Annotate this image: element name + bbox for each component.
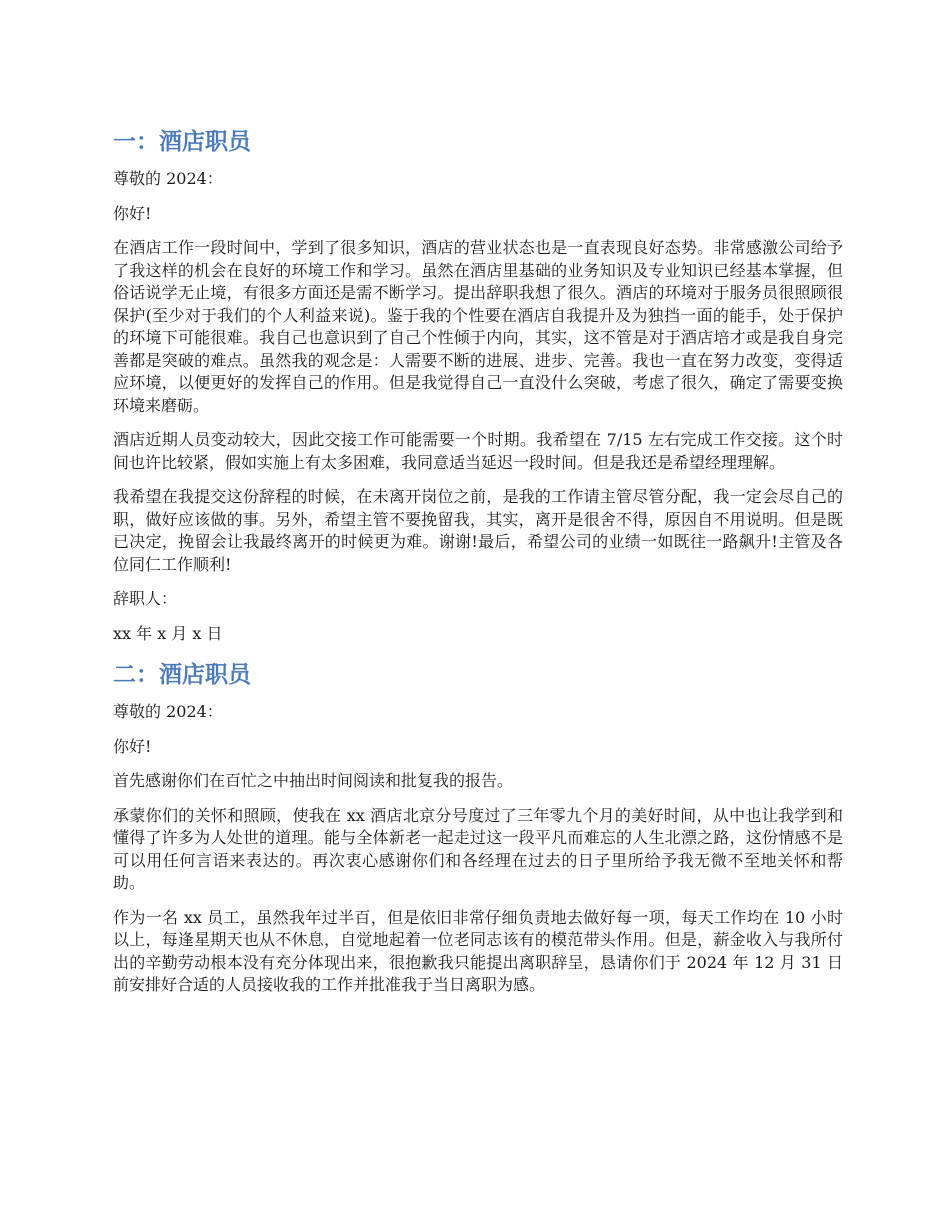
section-1-paragraph: 酒店近期人员变动较大，因此交接工作可能需要一个时期。我希望在 7/15 左右完成工作交接。这个时间也许比较紧，假如实施上有太多困难，我同意适当延迟一段时间。但是我还是希望经理理解。 bbox=[113, 430, 843, 472]
section-1-signer: 辞职人： bbox=[113, 589, 178, 608]
document-page bbox=[113, 124, 843, 1009]
section-2-salutation: 尊敬的 2024： bbox=[113, 702, 223, 721]
section-2-paragraph: 承蒙你们的关怀和照顾，使我在 xx 酒店北京分号度过了三年零九个月的美好时间，从中也让我学到和懂得了许多为人处世的道理。能与全体新老一起走过这一段平凡而难忘的人生北漂之路，这份情感不是可以用任何言语来表达的。再次衷心感谢你们和各经理在过去的日子里所给予我无微不至地关怀和帮助。 bbox=[113, 805, 843, 892]
section-1-greeting: 你好! bbox=[113, 203, 152, 223]
section-1-date: xx 年 x 月 x 日 bbox=[113, 623, 223, 643]
section-2-heading: 二：酒店职员 bbox=[113, 662, 251, 688]
section-2-greeting: 你好! bbox=[113, 736, 152, 756]
section-1-paragraph: 在酒店工作一段时间中，学到了很多知识，酒店的营业状态也是一直表现良好态势。非常感激公司给予了我这样的机会在良好的环境工作和学习。虽然在酒店里基础的业务知识及专业知识已经基本掌握，但俗话说学无止境，有很多方面还是需不断学习。提出辞职我想了很久。酒店的环境对于服务员很照顾很保护(至少对于我们的个人利益来说)。鉴于我的个性要在酒店自我提升及为独挡一面的能手，处于保护的环境下可能很难。我自己也意识到了自己个性倾于内向，其实，这不管是对于酒店培才或是我自身完善都是突破的难点。虽然我的观念是：人需要不断的进展、进步、完善。我也一直在努力改变，变得适应环境，以便更好的发挥自己的作用。但是我觉得自己一直没什么突破，考虑了很久，确定了需要变换环境来磨砺。 bbox=[113, 238, 843, 415]
section-2-paragraph: 首先感谢你们在百忙之中抽出时间阅读和批复我的报告。 bbox=[113, 771, 514, 790]
section-2-paragraph: 作为一名 xx 员工，虽然我年过半百，但是依旧非常仔细负责地去做好每一项，每天工作均在 10 小时以上，每逢星期天也从不休息，自觉地起着一位老同志该有的模范带头作用。但是，薪金收入与我所付出的辛勤劳动根本没有充分体现出来，很抱歉我只能提出离职辞呈，恳请你们于 2024 年 12 月 31 日前安排好合适的人员接收我的工作并批准我于当日离职为感。 bbox=[113, 907, 843, 994]
section-1-heading: 一：酒店职员 bbox=[113, 129, 251, 155]
section-1-salutation: 尊敬的 2024： bbox=[113, 169, 223, 188]
section-1-paragraph: 我希望在我提交这份辞程的时候，在未离开岗位之前，是我的工作请主管尽管分配，我一定会尽自己的职，做好应该做的事。另外，希望主管不要挽留我，其实，离开是很舍不得，原因自不用说明。但是既已决定，挽留会让我最终离开的时候更为难。谢谢!最后，希望公司的业绩一如既往一路飙升!主管及各位同仁工作顺利! bbox=[113, 487, 843, 574]
